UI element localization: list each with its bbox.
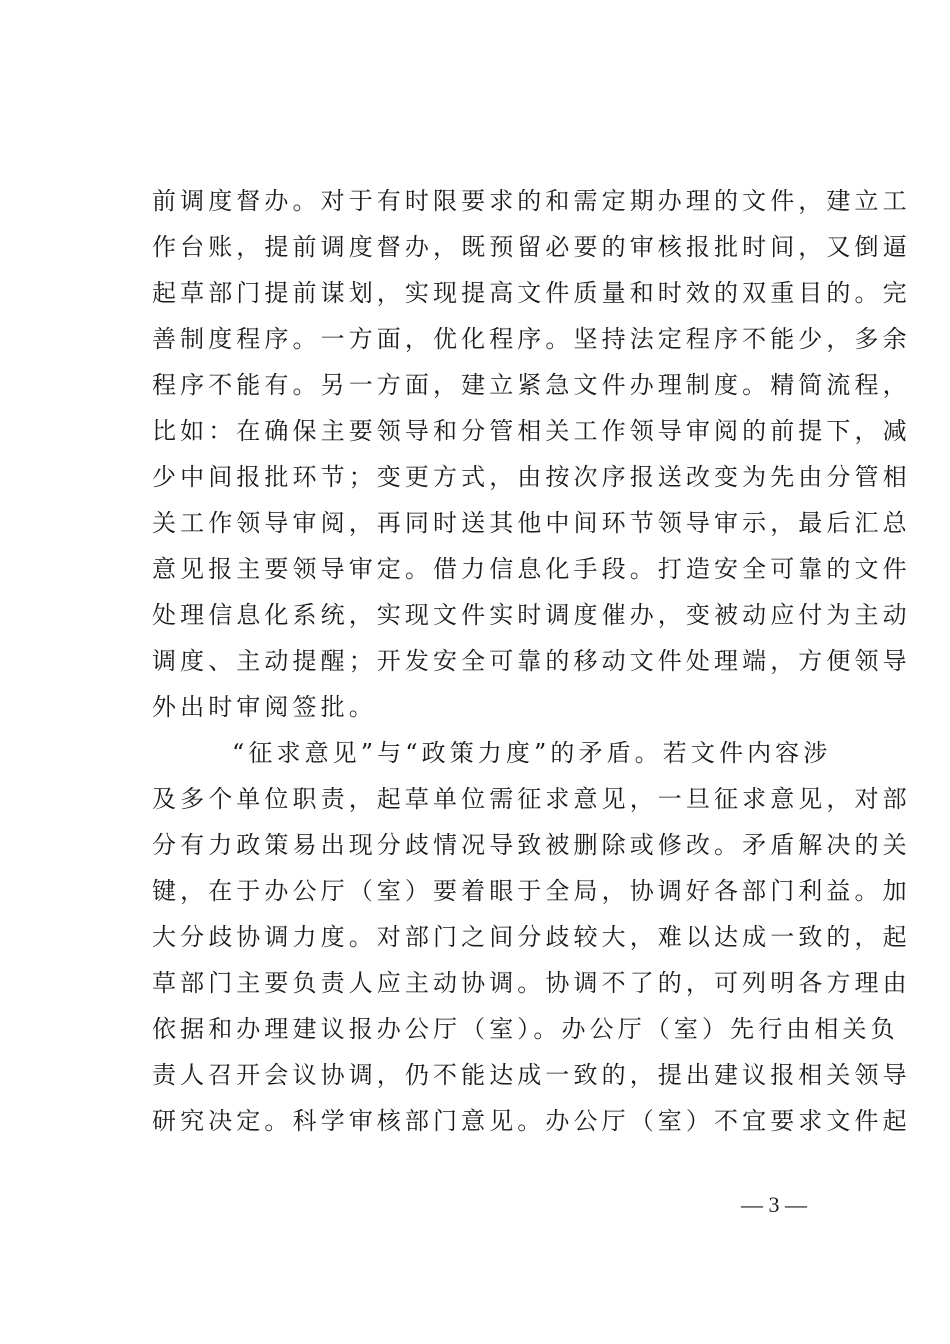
paragraph-line: 责人召开会议协调，仍不能达成一致的，提出建议报相关领导 [152, 1061, 911, 1089]
paragraph-line: 键，在于办公厅（室）要着眼于全局，协调好各部门利益。加 [152, 877, 911, 905]
paragraph-line: 外出时审阅签批。 [152, 693, 377, 721]
paragraph-line: 草部门主要负责人应主动协调。协调不了的，可列明各方理由 [152, 969, 911, 997]
paragraph-2 [152, 730, 911, 1144]
paragraph-line: 作台账，提前调度督办，既预留必要的审核报批时间，又倒逼 [152, 233, 911, 261]
paragraph-line: 处理信息化系统，实现文件实时调度催办，变被动应付为主动 [152, 601, 911, 629]
paragraph-line: 意见报主要领导审定。借力信息化手段。打造安全可靠的文件 [152, 555, 911, 583]
paragraph-line-first: “征求意见”与“政策力度”的矛盾。若文件内容涉 [232, 739, 832, 767]
page-number: — 3 — [741, 1192, 807, 1217]
paragraph-line: 前调度督办。对于有时限要求的和需定期办理的文件，建立工 [152, 187, 911, 215]
paragraph-line: 关工作领导审阅，再同时送其他中间环节领导审示，最后汇总 [152, 509, 911, 537]
paragraph-line: 善制度程序。一方面，优化程序。坚持法定程序不能少，多余 [152, 325, 911, 353]
paragraph-line: 大分歧协调力度。对部门之间分歧较大，难以达成一致的，起 [152, 923, 911, 951]
paragraph-line: 研究决定。科学审核部门意见。办公厅（室）不宜要求文件起 [152, 1107, 911, 1135]
paragraph-line: 依据和办理建议报办公厅（室）。办公厅（室）先行由相关负 [152, 1015, 899, 1043]
paragraph-line: 及多个单位职责，起草单位需征求意见，一旦征求意见，对部 [152, 785, 911, 813]
paragraph-line: 少中间报批环节；变更方式，由按次序报送改变为先由分管相 [152, 463, 911, 491]
paragraph-1 [152, 178, 911, 730]
paragraph-line: 比如：在确保主要领导和分管相关工作领导审阅的前提下，减 [152, 417, 911, 445]
paragraph-line: 调度、主动提醒；开发安全可靠的移动文件处理端，方便领导 [152, 647, 911, 675]
paragraph-line: 程序不能有。另一方面，建立紧急文件办理制度。精简流程， [152, 371, 911, 399]
paragraph-line: 分有力政策易出现分歧情况导致被删除或修改。矛盾解决的关 [152, 831, 911, 859]
paragraph-line: 起草部门提前谋划，实现提高文件质量和时效的双重目的。完 [152, 279, 911, 307]
